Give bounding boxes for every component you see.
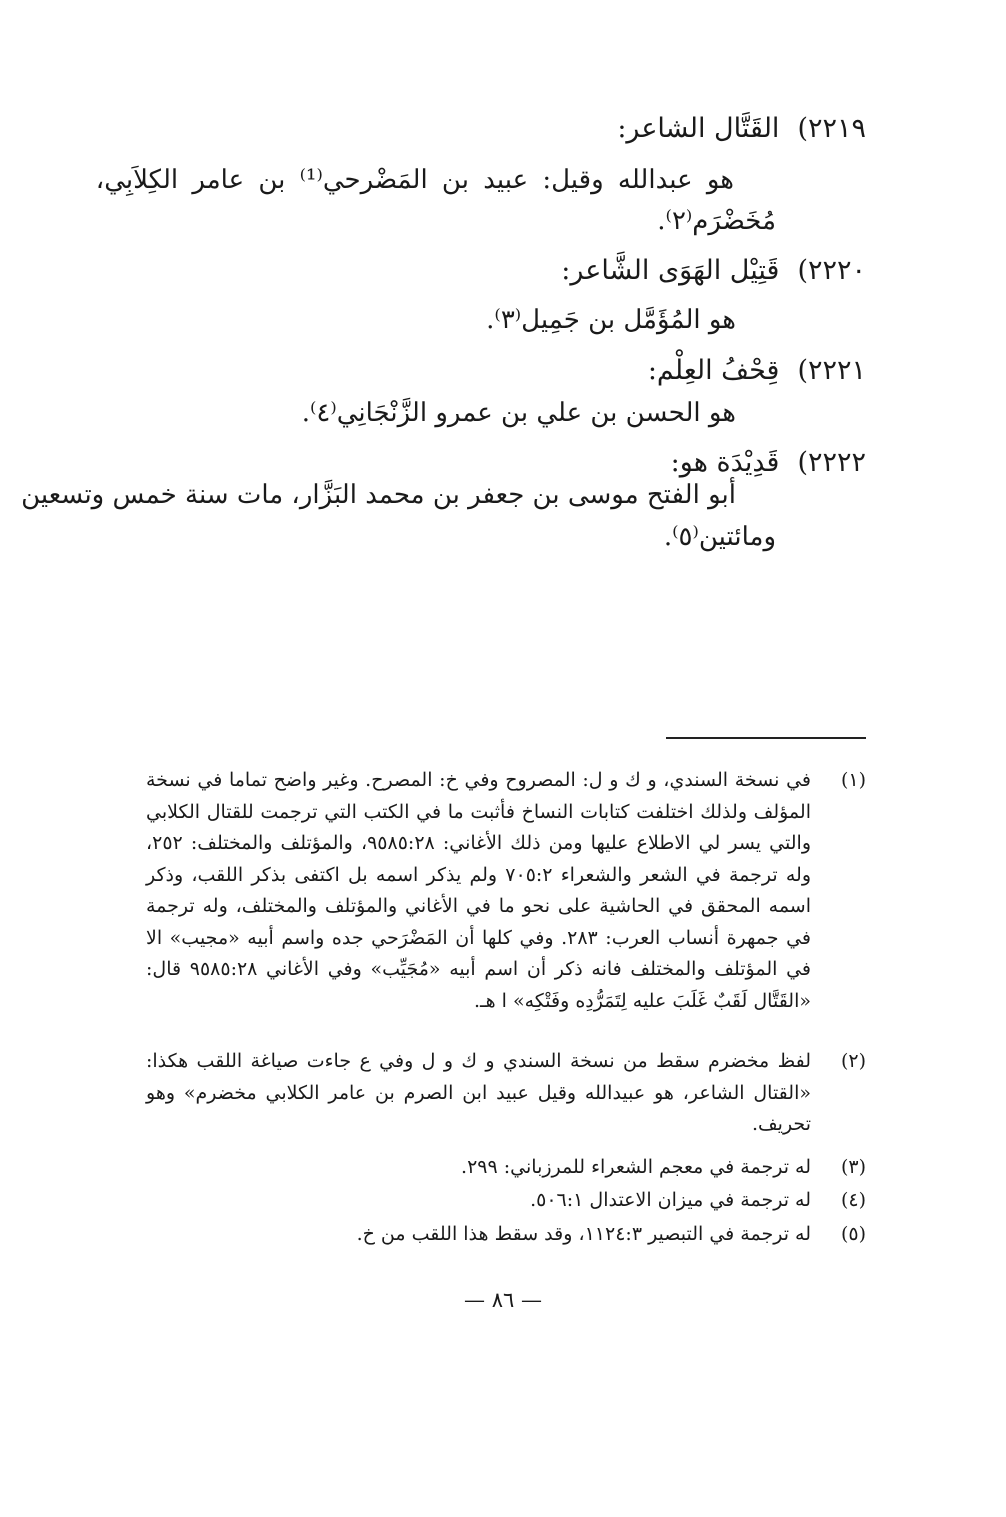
entry-heading bbox=[671, 447, 866, 478]
footnote bbox=[146, 1046, 866, 1141]
entry-number: ٢٢١٩) bbox=[797, 113, 866, 144]
footnote-text: له ترجمة في معجم الشعراء للمرزباني: ٢٩٩. bbox=[461, 1156, 811, 1178]
footnote-text: لفظ مخضرم سقط من نسخة السندي و ك و ل وفي ع جاءت صياغة اللقب هكذا: «القتال الشاعر، هو عبيدالله وقيل عبيد ابن الصرم بن عامر الكلابي مخضرم» وهو تحريف. bbox=[146, 1050, 811, 1135]
entry-number: ٢٢٢٢) bbox=[797, 447, 866, 478]
footnote-text: له ترجمة في التبصير ١١٢٤:٣، وقد سقط هذا اللقب من خ. bbox=[356, 1223, 811, 1245]
footnote-text: له ترجمة في ميزان الاعتدال ٥٠٦:١. bbox=[530, 1189, 811, 1211]
entry-body-line: هو المُؤَمَّل بن جَمِيل⁽٣⁾. bbox=[486, 305, 736, 335]
footnote-text: في نسخة السندي، و ك و ل: المصروح وفي خ: المصرح. وغير واضح تماما في نسخة المؤلف ولذلك اختلفت كتابات النساخ فأثبت ما في الكتب التي ترجمت للقتال الكلابي والتي يسر لي الاطلاع عليها ومن ذلك الأغاني: ٩٥٨٥:٢٨، والمؤتلف والمختلف: ٢٥٢، وله ترجمة في الشعر والشعراء ٧٠٥:٢ ولم يذكر اسمه بل اكتفى بذكر اللقب، وذكر اسمه المحقق في الحاشية على نحو ما في الأغاني والمؤتلف والمختلف، وله ترجمة في جمهرة أنساب العرب: ٢٨٣. وفي كلها أن المَضْرَحي جده واسم أبيه «مجيب» الا في المؤتلف والمختلف فانه ذكر أن اسم أبيه «مُجَيِّب» وفي الأغاني ٩٥٨٥:٢٨ قال: «القَتَّال لَقَبٌ غَلَبَ عليه لِتَمَرُّدِه وفَتْكِه» ا هـ. bbox=[146, 769, 811, 1012]
entry-title: قِحْفُ العِلْم: bbox=[647, 355, 780, 386]
entry-body-line: هو الحسن بن علي بن عمرو الزَّنْجَانِي⁽٤⁾. bbox=[301, 398, 736, 428]
footnote-marker: (٣) bbox=[840, 1156, 866, 1178]
footnote-marker: (٥) bbox=[840, 1223, 866, 1245]
entry-body-line: أبو الفتح موسى بن جعفر بن محمد البَزَّار، مات سنة خمس وتسعين bbox=[21, 480, 736, 510]
footnote-marker: (٢) bbox=[840, 1050, 866, 1072]
entry-heading bbox=[617, 113, 866, 144]
entry-title: القَتَّال الشاعر: bbox=[617, 113, 780, 144]
footnote bbox=[146, 1152, 866, 1184]
entry-heading bbox=[648, 355, 866, 386]
footnote-marker: (١) bbox=[840, 769, 866, 791]
entry-body-line: ومائتين⁽٥⁾. bbox=[663, 522, 776, 552]
entry-body-line: هو عبدالله وقيل: عبيد بن المَضْرحي⁽¹⁾ بن عامر الكِلاَبِي، bbox=[95, 165, 734, 195]
footnote bbox=[146, 1185, 866, 1217]
footnote-marker: (٤) bbox=[840, 1189, 866, 1211]
entry-title: قَدِيْدَة هو: bbox=[670, 447, 780, 478]
entry-body-line: مُخَضْرَم⁽٢⁾. bbox=[657, 206, 776, 236]
footnote-separator bbox=[666, 737, 866, 739]
footnote bbox=[146, 1219, 866, 1251]
entry-number: ٢٢٢٠) bbox=[797, 255, 866, 286]
entry-title: قَتِيْل الهَوَى الشَّاعر: bbox=[561, 255, 780, 286]
page-number: — ٨٦ — bbox=[464, 1288, 542, 1312]
footnote bbox=[146, 765, 866, 1017]
entry-number: ٢٢٢١) bbox=[797, 355, 866, 386]
entry-heading bbox=[561, 255, 866, 286]
